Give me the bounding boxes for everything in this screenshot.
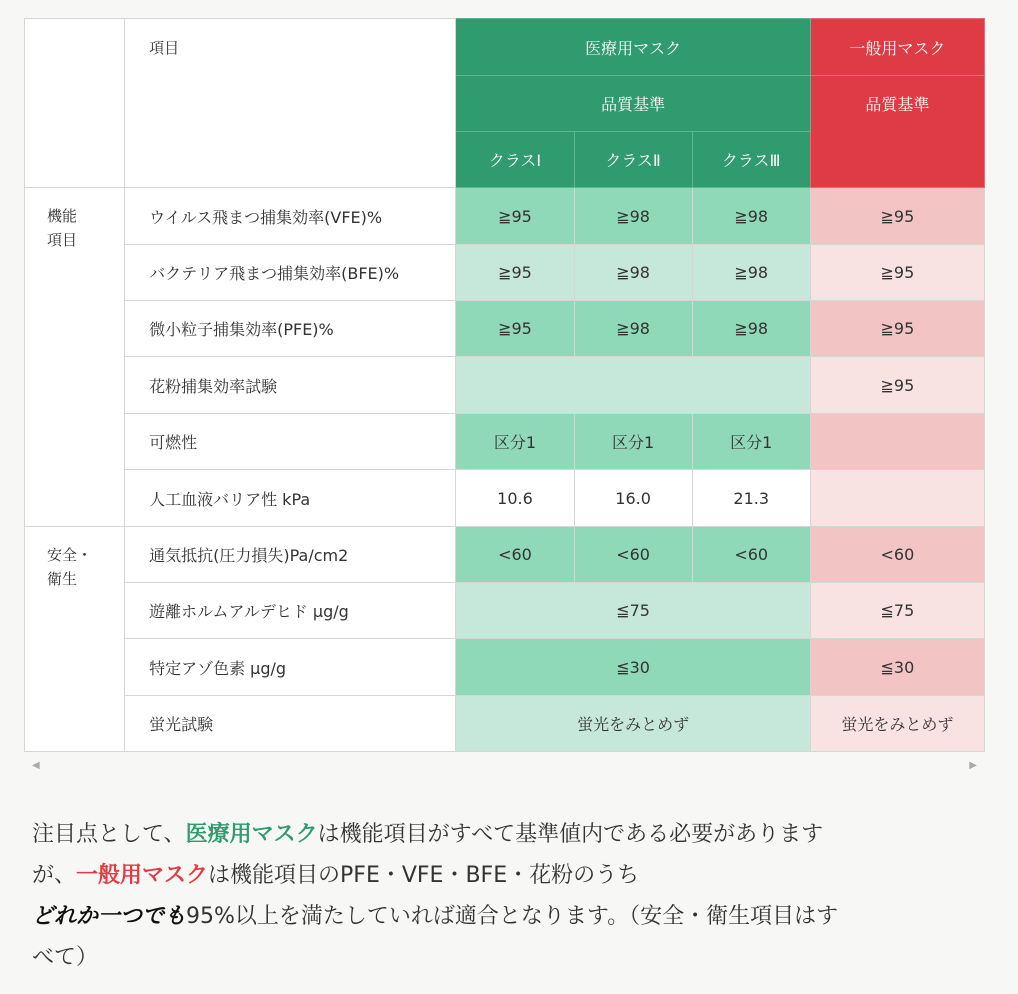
value-cell [456,357,810,414]
value-cell: <60 [692,527,810,583]
text-segment: 95%以上を満たしていれば適合となります。（安全・衛生項目はす [186,904,839,929]
general-value-cell: ≦75 [810,583,984,639]
spec-table-container [24,18,986,780]
general-value-cell: <60 [810,527,984,583]
value-cell: 10.6 [456,470,574,527]
general-value-cell: 蛍光をみとめず [810,696,984,752]
general-value-cell: ≧95 [810,245,984,301]
horizontal-scrollbar[interactable] [24,752,985,780]
class2-header: クラスⅡ [574,132,692,188]
text-segment: は機能項目のPFE・VFE・BFE・花粉のうち [208,863,640,888]
category-safety [25,527,125,752]
table-row [25,188,985,245]
general-value-cell [810,470,984,527]
table-row [25,583,985,639]
note-paragraph [32,814,982,978]
text-segment: は機能項目がすべて基準値内である必要があります [317,822,824,847]
row-item-label: 人工血液バリア性 kPa [125,470,456,527]
general-standard-header: 品質基準 [810,76,984,188]
value-cell: ≧98 [574,245,692,301]
medical-mask-highlight: 医療用マスク [185,822,318,847]
text-segment: が、 [32,863,77,888]
class1-header: クラスⅠ [456,132,574,188]
item-header-cell [125,19,456,188]
row-item-label: 微小粒子捕集効率(PFE)% [125,301,456,357]
value-cell: ≧95 [456,245,574,301]
value-cell: 区分1 [692,414,810,470]
corner-cell [25,19,125,188]
text-segment: 注目点として、 [32,822,186,847]
mask-spec-table [24,18,985,752]
value-cell: ≧95 [456,188,574,245]
table-row [25,639,985,696]
value-cell: ≧98 [692,188,810,245]
medical-mask-header: 医療用マスク [456,19,810,76]
value-cell: ≧98 [574,301,692,357]
value-cell: ≦30 [456,639,810,696]
value-cell: ≧98 [692,301,810,357]
value-cell: ≦75 [456,583,810,639]
scroll-left-icon[interactable]: ◀ [32,760,40,771]
item-header: 項目 [149,39,180,57]
table-row [25,357,985,414]
general-value-cell: ≧95 [810,301,984,357]
value-cell: 16.0 [574,470,692,527]
row-item-label: 蛍光試験 [125,696,456,752]
table-row [25,245,985,301]
category-function-label: 機能 項目 [47,207,78,249]
emphasis-text: どれか一つでも [32,904,187,929]
value-cell: ≧98 [574,188,692,245]
row-item-label: ウイルス飛まつ捕集効率(VFE)% [125,188,456,245]
general-value-cell: ≦30 [810,639,984,696]
value-cell: 21.3 [692,470,810,527]
category-safety-label: 安全・ 衛生 [47,546,93,588]
general-mask-header: 一般用マスク [810,19,984,76]
category-function [25,188,125,527]
row-item-label: バクテリア飛まつ捕集効率(BFE)% [125,245,456,301]
scroll-right-icon[interactable]: ▶ [969,760,977,771]
table-row [25,301,985,357]
general-value-cell: ≧95 [810,188,984,245]
general-value-cell: ≧95 [810,357,984,414]
row-item-label: 可燃性 [125,414,456,470]
row-item-label: 通気抵抗(圧力損失)Pa/cm2 [125,527,456,583]
value-cell: ≧95 [456,301,574,357]
medical-standard-header: 品質基準 [456,76,810,132]
value-cell: ≧98 [692,245,810,301]
row-item-label: 特定アゾ色素 μg/g [125,639,456,696]
general-mask-highlight: 一般用マスク [76,863,209,888]
table-row [25,470,985,527]
value-cell: 区分1 [574,414,692,470]
value-cell: 蛍光をみとめず [456,696,810,752]
class3-header: クラスⅢ [692,132,810,188]
value-cell: <60 [456,527,574,583]
general-value-cell [810,414,984,470]
row-item-label: 花粉捕集効率試験 [125,357,456,414]
value-cell: 区分1 [456,414,574,470]
text-segment: べて） [32,945,99,970]
row-item-label: 遊離ホルムアルデヒド μg/g [125,583,456,639]
table-row [25,527,985,583]
table-row [25,696,985,752]
table-row [25,414,985,470]
value-cell: <60 [574,527,692,583]
